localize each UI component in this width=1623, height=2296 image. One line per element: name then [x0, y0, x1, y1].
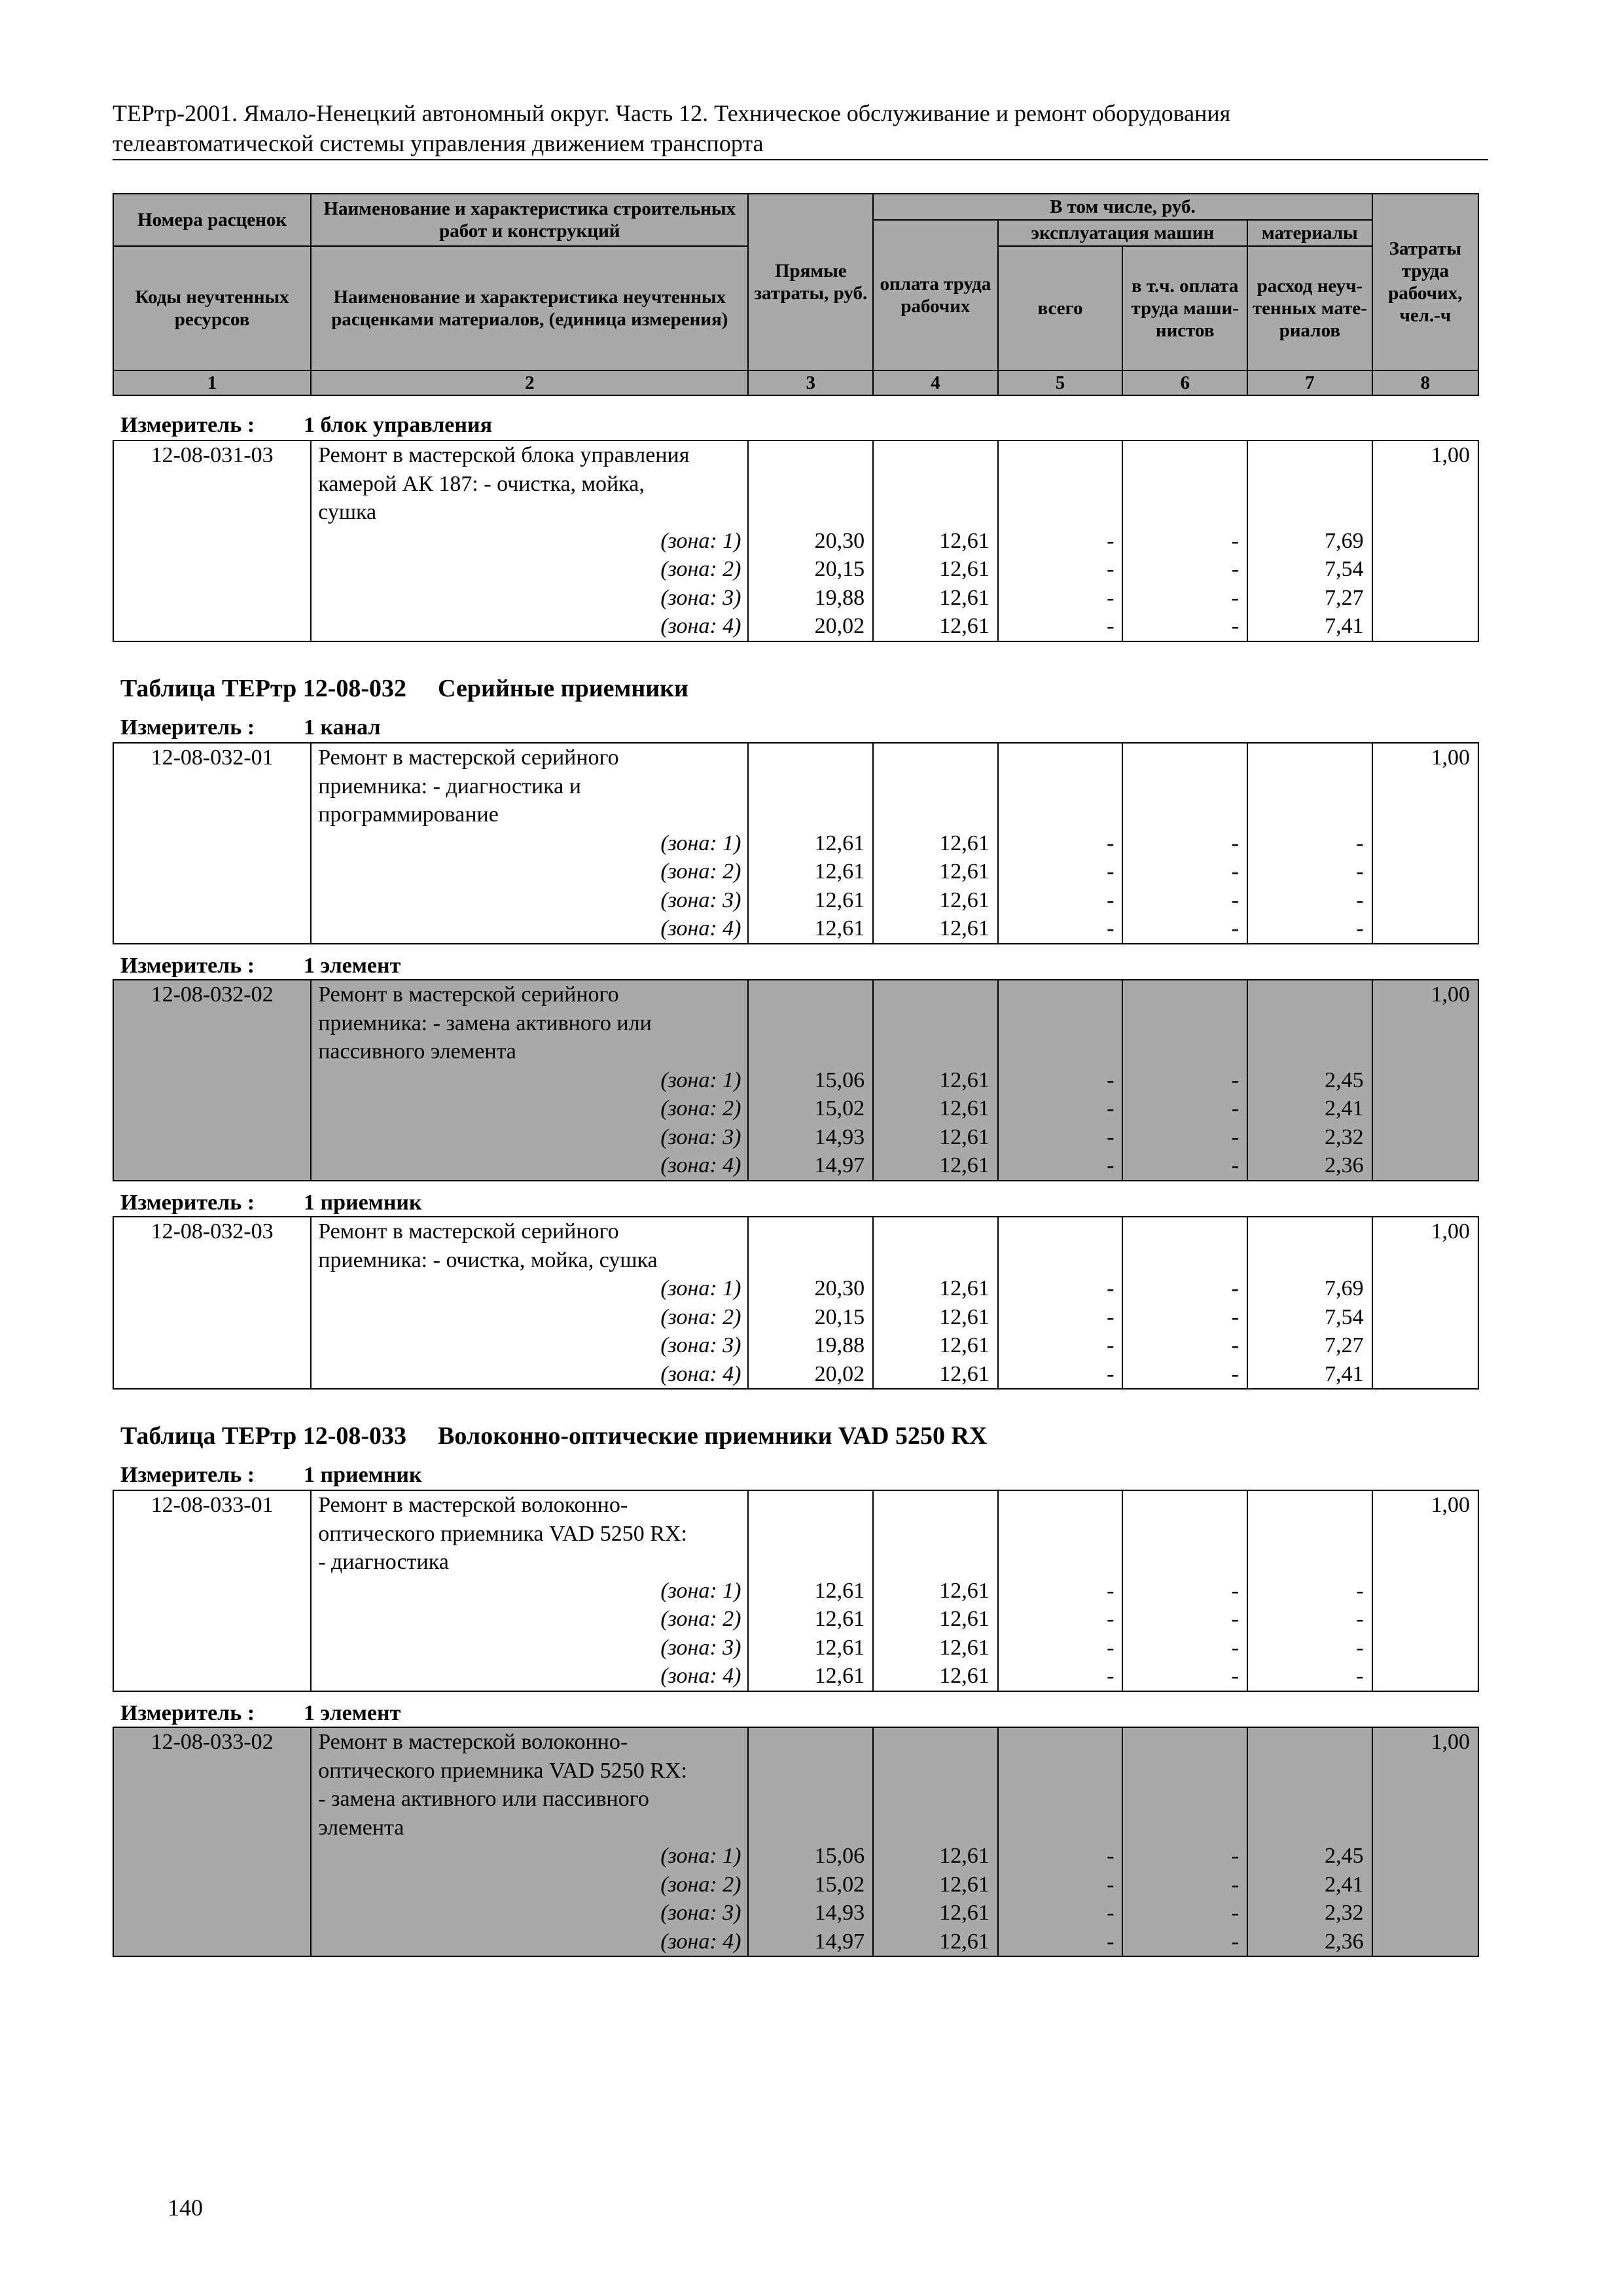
materials-cell: 7,69 7,54 7,27 7,41: [1247, 1217, 1372, 1389]
rate-code: 12-08-033-01: [113, 1490, 311, 1691]
worker-pay-cell: 12,61 12,61 12,61 12,61: [873, 1490, 998, 1691]
rate-code: 12-08-032-01: [113, 743, 311, 944]
header-rule: [113, 159, 1488, 160]
col-direct-costs: Прямые затраты, руб.: [748, 194, 873, 370]
col-work-name: Наименование и характеристика строительных работ и конструкций: [311, 194, 748, 246]
rate-description: Ремонт в мастерской волоконно- оптического приемника VAD 5250 RX: - замена активного или пассивного элемента (зона: 1) (зона: 2) (зона: 3) (зона: 4): [311, 1727, 748, 1956]
machinist-pay-cell: - - - -: [1122, 743, 1247, 944]
measure-label-prefix: Измеритель :: [120, 954, 255, 978]
col-num-1: 1: [113, 370, 311, 395]
col-rate-numbers: Номера расценок: [113, 194, 311, 246]
measure-label: [120, 1700, 401, 1727]
col-num-2: 2: [311, 370, 748, 395]
measure-label: [120, 953, 401, 979]
machinist-pay-cell: - - - -: [1122, 980, 1247, 1181]
rate-code: 12-08-032-03: [113, 1217, 311, 1389]
running-header-line-1: ТЕРтр-2001. Ямало-Ненецкий автономный округ. Часть 12. Техническое обслуживание и ремонт оборудования: [113, 100, 1231, 126]
running-header-line-2: телеавтоматической системы управления движением транспорта: [113, 130, 764, 156]
col-num-5: 5: [998, 370, 1123, 395]
measure-label-prefix: Измеритель :: [120, 715, 255, 740]
measure-value: 1 блок управления: [304, 413, 492, 437]
col-materials: материалы: [1247, 220, 1372, 246]
rate-row: [113, 1727, 1479, 1957]
col-num-7: 7: [1247, 370, 1372, 395]
measure-value: 1 элемент: [304, 1701, 401, 1725]
measure-value: 1 элемент: [304, 954, 401, 978]
col-resource-codes: Коды неучтенных ресурсов: [113, 246, 311, 370]
materials-cell: - - - -: [1247, 1490, 1372, 1691]
col-machine-operation: эксплуатация машин: [998, 220, 1247, 246]
rate-description: Ремонт в мастерской серийного приемника: - диагностика и программирование (зона: 1) (зона: 2) (зона: 3) (зона: 4): [311, 743, 748, 944]
rate-description: Ремонт в мастерской блока управления камерой АК 187: - очистка, мойка, сушка (зона: 1) (зона: 2) (зона: 3) (зона: 4): [311, 440, 748, 641]
table-title: [120, 674, 688, 703]
col-including: В том числе, руб.: [873, 194, 1372, 220]
measure-label-prefix: Измеритель :: [120, 1191, 255, 1215]
col-material-names: Наименование и характеристика неучтенных расценками материалов, (единица измерения): [311, 246, 748, 370]
rate-description: Ремонт в мастерской серийного приемника: - очистка, мойка, сушка (зона: 1) (зона: 2) (зона: 3) (зона: 4): [311, 1217, 748, 1389]
rate-row: [113, 979, 1479, 1181]
rate-row: [113, 1490, 1479, 1692]
machine-total-cell: - - - -: [998, 743, 1123, 944]
table-name: Серийные приемники: [438, 675, 688, 702]
table-number: Таблица ТЕРтр 12-08-033: [120, 1422, 407, 1450]
rate-description: Ремонт в мастерской волоконно- оптического приемника VAD 5250 RX: - диагностика (зона: 1) (зона: 2) (зона: 3) (зона: 4): [311, 1490, 748, 1691]
worker-pay-cell: 12,61 12,61 12,61 12,61: [873, 1217, 998, 1389]
measure-label-prefix: Измеритель :: [120, 413, 255, 437]
measure-label: [120, 412, 492, 439]
machinist-pay-cell: - - - -: [1122, 1490, 1247, 1691]
materials-cell: - - - -: [1247, 743, 1372, 944]
machine-total-cell: - - - -: [998, 1727, 1123, 1956]
worker-pay-cell: 12,61 12,61 12,61 12,61: [873, 440, 998, 641]
measure-label: [120, 1462, 422, 1488]
measure-label-prefix: Измеритель :: [120, 1463, 255, 1487]
labor-cell: 1,00: [1372, 743, 1478, 944]
rate-row: [113, 742, 1479, 944]
measure-value: 1 приемник: [304, 1191, 422, 1215]
measure-label-prefix: Измеритель :: [120, 1701, 255, 1725]
rate-code: 12-08-032-02: [113, 980, 311, 1181]
col-machine-total: всего: [998, 246, 1123, 370]
labor-cell: 1,00: [1372, 1217, 1478, 1389]
direct-costs-cell: 12,61 12,61 12,61 12,61: [748, 743, 873, 944]
rate-row: [113, 440, 1479, 642]
page-number: 140: [168, 2195, 203, 2221]
col-labor: Затраты труда рабочих, чел.-ч: [1372, 194, 1478, 370]
col-num-3: 3: [748, 370, 873, 395]
measure-value: 1 приемник: [304, 1463, 422, 1487]
table-number: Таблица ТЕРтр 12-08-032: [120, 675, 407, 702]
rate-description: Ремонт в мастерской серийного приемника: - замена активного или пассивного элемента (зона: 1) (зона: 2) (зона: 3) (зона: 4): [311, 980, 748, 1181]
materials-cell: 2,45 2,41 2,32 2,36: [1247, 1727, 1372, 1956]
rate-code: 12-08-033-02: [113, 1727, 311, 1956]
table-name: Волоконно-оптические приемники VAD 5250 RX: [438, 1422, 988, 1450]
col-worker-pay: оплата труда рабочих: [873, 220, 998, 370]
machine-total-cell: - - - -: [998, 1217, 1123, 1389]
materials-cell: 7,69 7,54 7,27 7,41: [1247, 440, 1372, 641]
worker-pay-cell: 12,61 12,61 12,61 12,61: [873, 980, 998, 1181]
col-num-8: 8: [1372, 370, 1478, 395]
machine-total-cell: - - - -: [998, 980, 1123, 1181]
worker-pay-cell: 12,61 12,61 12,61 12,61: [873, 743, 998, 944]
table-title: [120, 1422, 987, 1450]
labor-cell: 1,00: [1372, 1490, 1478, 1691]
col-num-6: 6: [1122, 370, 1247, 395]
direct-costs-cell: 15,06 15,02 14,93 14,97: [748, 1727, 873, 1956]
direct-costs-cell: 20,30 20,15 19,88 20,02: [748, 1217, 873, 1389]
machinist-pay-cell: - - - -: [1122, 1217, 1247, 1389]
rate-code: 12-08-031-03: [113, 440, 311, 641]
measure-label: [120, 715, 381, 741]
worker-pay-cell: 12,61 12,61 12,61 12,61: [873, 1727, 998, 1956]
measure-label: [120, 1190, 422, 1216]
direct-costs-cell: 12,61 12,61 12,61 12,61: [748, 1490, 873, 1691]
materials-cell: 2,45 2,41 2,32 2,36: [1247, 980, 1372, 1181]
rate-row: [113, 1216, 1479, 1390]
machinist-pay-cell: - - - -: [1122, 440, 1247, 641]
column-header-table: [113, 193, 1479, 396]
machine-total-cell: - - - -: [998, 1490, 1123, 1691]
machine-total-cell: - - - -: [998, 440, 1123, 641]
col-machinist-pay: в т.ч. оплата труда маши-нистов: [1122, 246, 1247, 370]
labor-cell: 1,00: [1372, 980, 1478, 1181]
col-num-4: 4: [873, 370, 998, 395]
machinist-pay-cell: - - - -: [1122, 1727, 1247, 1956]
running-header: [113, 98, 1487, 158]
col-material-consumption: расход неуч-тенных мате-риалов: [1247, 246, 1372, 370]
direct-costs-cell: 20,30 20,15 19,88 20,02: [748, 440, 873, 641]
labor-cell: 1,00: [1372, 1727, 1478, 1956]
direct-costs-cell: 15,06 15,02 14,93 14,97: [748, 980, 873, 1181]
labor-cell: 1,00: [1372, 440, 1478, 641]
measure-value: 1 канал: [304, 715, 381, 740]
